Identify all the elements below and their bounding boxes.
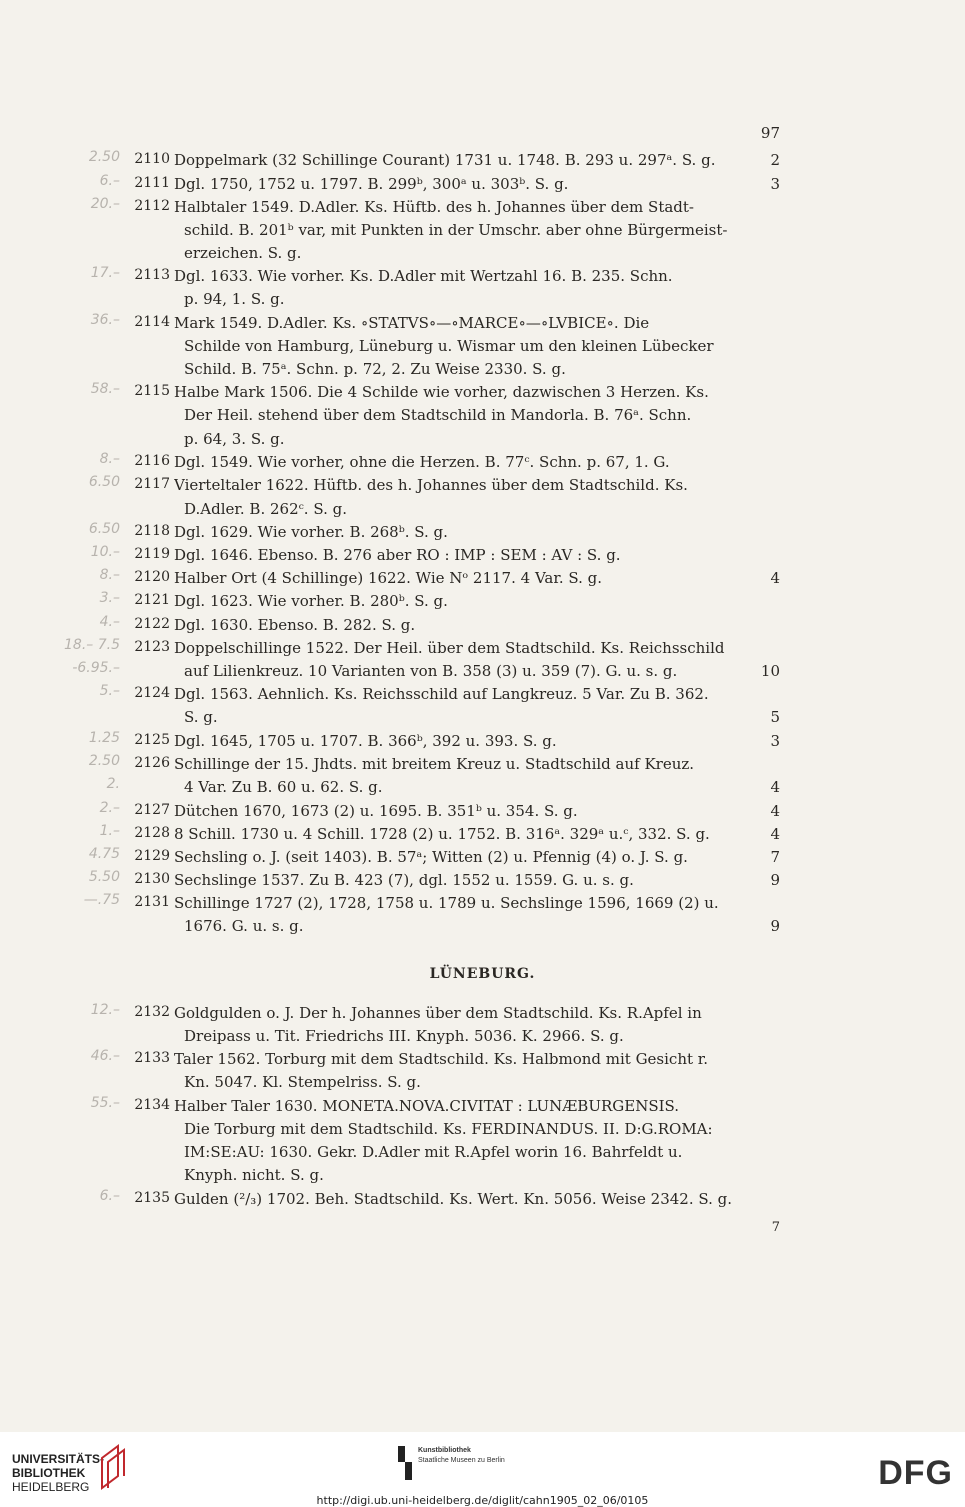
lot-description: p. 94, 1. S. g.	[184, 290, 285, 308]
pencil-price-annotation: 6.50	[88, 474, 120, 490]
lot-description: 1676. G. u. s. g.	[184, 917, 304, 935]
catalog-line	[0, 290, 965, 314]
catalog-line	[0, 755, 965, 779]
catalog-line	[0, 917, 965, 941]
library-name-line-3: HEIDELBERG	[12, 1480, 90, 1494]
catalog-line	[0, 175, 965, 199]
lot-description: Dgl. 1563. Aehnlich. Ks. Reichsschild auf Langkreuz. 5 Var. Zu B. 362.	[174, 685, 709, 703]
item-count: 4	[770, 569, 780, 587]
lot-number: 2112	[134, 198, 170, 214]
catalog-line	[0, 500, 965, 524]
lot-description: Dütchen 1670, 1673 (2) u. 1695. B. 351ᵇ u. 354. S. g.	[174, 802, 578, 820]
lot-description: erzeichen. S. g.	[184, 244, 302, 262]
lot-description: p. 64, 3. S. g.	[184, 430, 285, 448]
item-count: 3	[770, 175, 780, 193]
catalog-line	[0, 337, 965, 361]
lot-description: Schilde von Hamburg, Lüneburg u. Wismar um den kleinen Lübecker	[184, 337, 714, 355]
lot-number: 2111	[134, 175, 170, 191]
catalog-line	[0, 1143, 965, 1167]
catalog-line	[0, 708, 965, 732]
pencil-price-annotation: 2.	[106, 776, 120, 792]
lot-description: Vierteltaler 1622. Hüftb. des h. Johannes über dem Stadtschild. Ks.	[174, 476, 688, 494]
library-name-line-1: UNIVERSITÄTS-	[12, 1452, 105, 1466]
catalog-line	[0, 825, 965, 849]
catalog-line	[0, 1050, 965, 1074]
lot-description: Schillinge der 15. Jhdts. mit breitem Kreuz u. Stadtschild auf Kreuz.	[174, 755, 695, 773]
lot-description: Kn. 5047. Kl. Stempelriss. S. g.	[184, 1073, 421, 1091]
catalog-line	[0, 732, 965, 756]
catalog-line	[0, 267, 965, 291]
lot-description: Der Heil. stehend über dem Stadtschild in Mandorla. B. 76ᵃ. Schn.	[184, 406, 692, 424]
catalog-line	[0, 1166, 965, 1190]
catalog-line	[0, 569, 965, 593]
lot-description: Die Torburg mit dem Stadtschild. Ks. FERDINANDUS. II. D:G.ROMA:	[184, 1120, 713, 1138]
pencil-price-annotation: 17.–	[90, 265, 120, 281]
item-count: 7	[770, 848, 780, 866]
catalog-line	[0, 639, 965, 663]
catalog-line	[0, 685, 965, 709]
lot-number: 2132	[134, 1004, 170, 1020]
pencil-price-annotation: 20.–	[90, 196, 120, 212]
lot-number: 2110	[134, 151, 170, 167]
pencil-price-annotation: 6.–	[99, 1188, 120, 1204]
pencil-price-annotation: 55.–	[90, 1095, 120, 1111]
lot-description: Doppelmark (32 Schillinge Courant) 1731 u. 1748. B. 293 u. 297ᵃ. S. g.	[174, 151, 716, 169]
lot-description: Dgl. 1750, 1752 u. 1797. B. 299ᵇ, 300ᵃ u. 303ᵇ. S. g.	[174, 175, 569, 193]
lot-number: 2125	[134, 732, 170, 748]
lot-description: Dgl. 1629. Wie vorher. B. 268ᵇ. S. g.	[174, 523, 448, 541]
pencil-price-annotation: 6.50	[88, 521, 120, 537]
lot-number: 2115	[134, 383, 170, 399]
lot-description: Dgl. 1549. Wie vorher, ohne die Herzen. B. 77ᶜ. Schn. p. 67, 1. G.	[174, 453, 670, 471]
item-count: 3	[770, 732, 780, 750]
pencil-price-annotation: 6.–	[99, 173, 120, 189]
item-count: 9	[770, 917, 780, 935]
item-count: 4	[770, 778, 780, 796]
catalog-line	[0, 848, 965, 872]
library-emblem-icon	[98, 1444, 128, 1490]
catalog-line	[0, 894, 965, 918]
catalog-line	[0, 453, 965, 477]
lot-number: 2123	[134, 639, 170, 655]
catalog-line	[0, 314, 965, 338]
catalog-line	[0, 1190, 965, 1214]
partner-name-line-1: Kunstbibliothek	[418, 1447, 471, 1454]
source-url-link[interactable]: http://digi.ub.uni-heidelberg.de/diglit/cahn1905_02_06/0105	[316, 1494, 649, 1507]
pencil-price-annotation: -6.95.–	[72, 660, 120, 676]
pencil-price-annotation: 58.–	[90, 381, 120, 397]
lot-description: Mark 1549. D.Adler. Ks. ∘STATVS∘—∘MARCE∘—∘LVBICE∘. Die	[174, 314, 650, 332]
lot-number: 2120	[134, 569, 170, 585]
pencil-price-annotation: 12.–	[90, 1002, 120, 1018]
university-library-logo[interactable]	[12, 1452, 104, 1494]
lot-description: 8 Schill. 1730 u. 4 Schill. 1728 (2) u. 1752. B. 316ᵃ. 329ᵃ u.ᶜ, 332. S. g.	[174, 825, 710, 843]
signature-mark: 7	[771, 1220, 780, 1235]
catalog-line	[0, 198, 965, 222]
lot-description: Halber Taler 1630. MONETA.NOVA.CIVITAT : LUNÆBURGENSIS.	[174, 1097, 680, 1115]
pencil-price-annotation: 46.–	[90, 1048, 120, 1064]
pencil-price-annotation: 3.–	[99, 590, 120, 606]
kunstbibliothek-logo-icon	[398, 1446, 412, 1480]
catalog-line	[0, 1027, 965, 1051]
catalog-line	[0, 406, 965, 430]
catalog-line	[0, 244, 965, 268]
lot-description: 4 Var. Zu B. 60 u. 62. S. g.	[184, 778, 383, 796]
pencil-price-annotation: 2.–	[99, 800, 120, 816]
pencil-price-annotation: 1.25	[88, 730, 120, 746]
lot-description: D.Adler. B. 262ᶜ. S. g.	[184, 500, 347, 518]
item-count: 4	[770, 825, 780, 843]
catalog-line	[0, 1097, 965, 1121]
lot-number: 2134	[134, 1097, 170, 1113]
catalog-line	[0, 476, 965, 500]
catalog-line	[0, 383, 965, 407]
pencil-price-annotation: 1.–	[99, 823, 120, 839]
dfg-logo[interactable]: DFG	[878, 1454, 953, 1492]
lot-description: auf Lilienkreuz. 10 Varianten von B. 358 (3) u. 359 (7). G. u. s. g.	[184, 662, 678, 680]
catalog-line	[0, 1004, 965, 1028]
lot-description: Halber Ort (4 Schillinge) 1622. Wie Nᵒ 2117. 4 Var. S. g.	[174, 569, 603, 587]
lot-number: 2122	[134, 616, 170, 632]
item-count: 10	[760, 662, 780, 680]
lot-description: Dgl. 1630. Ebenso. B. 282. S. g.	[174, 616, 416, 634]
lot-number: 2124	[134, 685, 170, 701]
partner-name-line-2: Staatliche Museen zu Berlin	[418, 1457, 505, 1464]
lot-number: 2119	[134, 546, 170, 562]
lot-description: Dgl. 1646. Ebenso. B. 276 aber RO : IMP : SEM : AV : S. g.	[174, 546, 621, 564]
footer-bar	[0, 1432, 965, 1507]
lot-number: 2129	[134, 848, 170, 864]
partner-logo[interactable]	[418, 1446, 505, 1466]
pencil-price-annotation: —.75	[83, 892, 120, 908]
lot-number: 2127	[134, 802, 170, 818]
lot-description: Goldgulden o. J. Der h. Johannes über dem Stadtschild. Ks. R.Apfel in	[174, 1004, 702, 1022]
lot-description: S. g.	[184, 708, 218, 726]
lot-description: Dgl. 1645, 1705 u. 1707. B. 366ᵇ, 392 u. 393. S. g.	[174, 732, 557, 750]
pencil-price-annotation: 5.–	[99, 683, 120, 699]
catalog-line	[0, 546, 965, 570]
lot-description: Sechsling o. J. (seit 1403). B. 57ᵃ; Witten (2) u. Pfennig (4) o. J. S. g.	[174, 848, 688, 866]
catalog-line	[0, 778, 965, 802]
lot-description: Schild. B. 75ᵃ. Schn. p. 72, 2. Zu Weise 2330. S. g.	[184, 360, 566, 378]
catalog-line	[0, 1120, 965, 1144]
pencil-price-annotation: 36.–	[90, 312, 120, 328]
item-count: 9	[770, 871, 780, 889]
page-number: 97	[760, 124, 780, 142]
pencil-price-annotation: 5.50	[88, 869, 120, 885]
pencil-price-annotation: 4.75	[88, 846, 120, 862]
lot-description: Taler 1562. Torburg mit dem Stadtschild. Ks. Halbmond mit Gesicht r.	[174, 1050, 709, 1068]
lot-description: Dreipass u. Tit. Friedrichs III. Knyph. 5036. K. 2966. S. g.	[184, 1027, 624, 1045]
catalog-line	[0, 802, 965, 826]
lot-number: 2117	[134, 476, 170, 492]
catalog-line	[0, 221, 965, 245]
lot-description: Schillinge 1727 (2), 1728, 1758 u. 1789 u. Sechslinge 1596, 1669 (2) u.	[174, 894, 719, 912]
lot-number: 2130	[134, 871, 170, 887]
pencil-price-annotation: 4.–	[99, 614, 120, 630]
lot-description: schild. B. 201ᵇ var, mit Punkten in der Umschr. aber ohne Bürgermeist-	[184, 221, 728, 239]
lot-number: 2113	[134, 267, 170, 283]
catalog-line	[0, 151, 965, 175]
lot-description: Halbtaler 1549. D.Adler. Ks. Hüftb. des h. Johannes über dem Stadt-	[174, 198, 694, 216]
pencil-price-annotation: 8.–	[99, 451, 120, 467]
pencil-price-annotation: 18.– 7.5	[64, 637, 120, 653]
catalog-line	[0, 616, 965, 640]
catalog-line	[0, 430, 965, 454]
catalog-line	[0, 360, 965, 384]
lot-description: Sechslinge 1537. Zu B. 423 (7), dgl. 1552 u. 1559. G. u. s. g.	[174, 871, 634, 889]
catalog-line	[0, 523, 965, 547]
section-heading: LÜNEBURG.	[429, 966, 536, 982]
lot-description: Dgl. 1633. Wie vorher. Ks. D.Adler mit Wertzahl 16. B. 235. Schn.	[174, 267, 673, 285]
item-count: 4	[770, 802, 780, 820]
lot-number: 2133	[134, 1050, 170, 1066]
lot-number: 2116	[134, 453, 170, 469]
lot-description: Knyph. nicht. S. g.	[184, 1166, 324, 1184]
lot-number: 2126	[134, 755, 170, 771]
lot-description: IM:SE:AU: 1630. Gekr. D.Adler mit R.Apfel worin 16. Bahrfeldt u.	[184, 1143, 683, 1161]
catalog-line	[0, 592, 965, 616]
pencil-price-annotation: 2.50	[88, 149, 120, 165]
lot-number: 2118	[134, 523, 170, 539]
pencil-price-annotation: 2.50	[88, 753, 120, 769]
catalog-line	[0, 662, 965, 686]
catalog-line	[0, 871, 965, 895]
item-count: 2	[770, 151, 780, 169]
lot-number: 2135	[134, 1190, 170, 1206]
pencil-price-annotation: 10.–	[90, 544, 120, 560]
lot-description: Dgl. 1623. Wie vorher. B. 280ᵇ. S. g.	[174, 592, 448, 610]
catalog-line	[0, 1073, 965, 1097]
pencil-price-annotation: 8.–	[99, 567, 120, 583]
lot-number: 2131	[134, 894, 170, 910]
lot-description: Halbe Mark 1506. Die 4 Schilde wie vorher, dazwischen 3 Herzen. Ks.	[174, 383, 709, 401]
lot-number: 2114	[134, 314, 170, 330]
library-name-line-2: BIBLIOTHEK	[12, 1466, 86, 1480]
lot-number: 2121	[134, 592, 170, 608]
item-count: 5	[770, 708, 780, 726]
lot-description: Doppelschillinge 1522. Der Heil. über dem Stadtschild. Ks. Reichsschild	[174, 639, 725, 657]
lot-description: Gulden (²/₃) 1702. Beh. Stadtschild. Ks. Wert. Kn. 5056. Weise 2342. S. g.	[174, 1190, 733, 1208]
lot-number: 2128	[134, 825, 170, 841]
